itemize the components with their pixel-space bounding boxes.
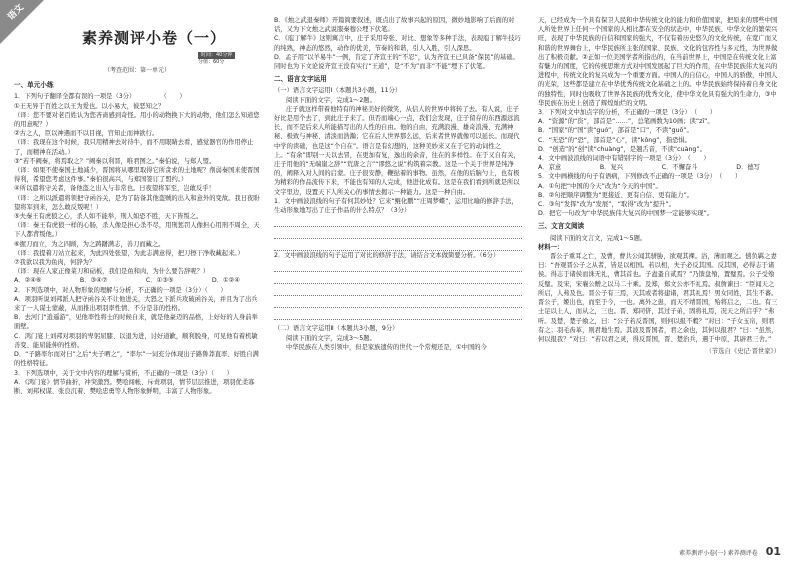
list-item: ⑥握刀而立，为之四顾，为之踌躇满志，善刀而藏之。 [14,240,165,248]
subsection-heading: （二）语言文字运用Ⅱ（本题共3小题，9分） [274,325,399,333]
list-item: B．《烛之武退秦师》开篇简要叙述，既点出了故事兴起的原因，微妙地影响了后面的对话，又为下文烛之武说服秦穆公埋下伏笔。 [274,17,515,34]
list-item: A．项羽听说刘邦派人把守函谷关不让他进关，大怒之下派兵攻破函谷关，并且为了出兵来了一人谋士蒙蔽，从而推出项羽率性情、不分是非的性格。 [14,295,258,313]
question-a: 1．文中画波浪线的句子有何其妙处？它来“鲲化鹏”“庄周梦蝶”，运用比喻的修辞手法，生动形象地写出了庄子作品的什么特点？（3分） [274,197,518,215]
option-c[interactable]: C．①③⑤ [145,277,174,285]
list-item: ①王无异于百姓之以王为爱也。以小易大，彼恶知之？ [14,102,165,110]
subsection-heading: （一）语言文字运用Ⅰ（本题共3小题，11分） [274,87,402,95]
footer [679,545,781,558]
list-item: C．③句“发挥”改为“发展”，“取得”改为“提升”。 [538,201,675,209]
score-label: 分值：60分 [198,59,225,65]
answer-line[interactable] [274,285,522,296]
option-b[interactable]: B．③④⑦ [79,277,108,285]
list-item: D．孟子用“以羊易牛”一例，肯定了齐宣王的“不忍”，认为齐宣王已具备“保民”的基础。同时也为下文论说齐宣王没有实行“王道”，是“不为”而非“不能”埋下了伏笔。 [274,53,519,71]
list-item: A．“资源”的“资”，部首是“……”，总笔画数为10画；读“zī”。 [538,118,714,126]
list-item: ⑦我欲以我为鱼肉，何辞为？ [14,259,96,267]
question-4: 4．文中画波浪线的词语中有错别字的一项是（3分） （ ） [538,155,710,163]
source-citation: （节选自《史记·晋世家》） [705,348,780,356]
answer-line[interactable] [274,273,522,284]
list-item: C．《庖丁解牛》这则寓言中，庄子采用夸张、对比、想象等多种手法，表现庖丁解牛技巧的纯熟，神态的悠然，动作的优美，节奏的和谐，引人入胜，引人深思。 [274,35,521,52]
question-3: 3．下列对文中加点字的分析，不正确的一项是（3分） （ ） [538,109,717,117]
list-item: D．“子路率尔而对曰”之后“夫子哂之”，“率尔”一词充分体现出子路鲁莽直率、好胜自满的性格特征。 [14,351,259,368]
answer-line[interactable] [274,309,522,320]
reading-instruction: 阅读下面的文言文，完成1～5题。 [550,234,647,242]
meta-box [198,52,235,66]
column-middle [274,16,522,352]
subject-tag: 语文 [6,2,26,23]
section-heading: 二、语言文字运用 [274,75,327,84]
question-1: 1．下列句子翻译全都有误的一项是（3分） （ ） [14,93,186,101]
list-item: B．②句把顺序调整为“更接近、更有自信、更有能力”。 [538,191,694,199]
option-b[interactable]: B．复兴 [599,164,624,172]
answer-line[interactable] [274,216,522,227]
header [14,29,260,65]
page-number: 01 [765,545,781,558]
list-item: C．鸿门宴上刘邦对项羽的卑躬屈膝、以退为进，讨好道歉，顺利脱身，可见他有着机敏善变、能屈能伸的性格。 [14,332,258,349]
list-item: （译：我现在这个时候，我只用精神去对待牛，而不用眼睛去看，感觉器官的作用停止了，而精神在活动。） [14,139,254,156]
option-d[interactable]: D．①②④ [211,277,240,285]
option-c[interactable]: C．不懈奋斗 [661,164,698,172]
option-d[interactable]: D．德写 [736,164,760,172]
list-item: （译：您不要对老百姓认为您吝啬感到奇怪。用小的动物换下大的动物，他们怎么知道您的用意呢？） [14,111,260,129]
column-right [538,16,780,356]
answer-line[interactable] [274,228,522,239]
reading-instruction: 阅读下面的文字，完成1～2题。 [286,96,376,104]
question-b: 2．文中画波浪线的句子运用了对比的修辞手法，请结合文本做简要分析。（6分） [274,252,500,260]
q1-items [14,102,260,277]
answer-line[interactable] [274,240,522,251]
list-item: ④所以遣将守关者，备他盗之出入与非常也。日夜望将军至，岂敢反乎！ [14,185,215,193]
question-2: 2．下列选项中，对人物形象的理解与分析，不正确的一项是（3分）（ ） [14,286,227,294]
list-item: （译：现在人家正像菜刀和砧板，我们是鱼和肉，为什么要告辞呢？） [14,268,210,276]
list-item: ③“若不阙秦，将焉取之？”阙秦以利晋，唯君图之。”秦伯说，与郑人盟。 [14,157,216,165]
list-item: A．①句把“中国的今天”改为“今天的中国”。 [538,182,662,190]
list-item: （译：之所以派遣将领把守函谷关，是为了防备其他盗贼的出入和意外的变故。我日夜盼望将军到来，怎么敢反叛呢！） [14,194,260,211]
list-item: ②古之人，臣以神遇而不以目视，官知止而神欲行。 [14,130,159,138]
list-item: （译：秦王有虎狼一样的心肠，杀人像是担心杀不尽，用刑惩罚人像担心用刑不周全，天下人都背叛他。） [14,222,260,239]
exam-range: （考查范围：第一单元） [103,67,170,74]
list-item: B．“国家”的“国”读“guó”，部首是“口”，不读“guǒ”。 [538,127,693,135]
option-a[interactable]: A．京意 [538,164,562,172]
list-item: ⑤夫秦王有虎狼之心，杀人如不能举，刑人如恐不胜，天下皆叛之。 [14,213,203,221]
list-item: C．“无恐”的“恐”，部首是“心”，读“kǒng”，指恐惧。 [538,136,692,144]
list-item: A．《鸿门宴》情节曲折，冲突激烈。樊哙闯帐、斥责项羽，情节层层推进，项羽优柔寡断、刘邦权谋、张良沉着、樊哙忠勇等人物形象鲜明，丰富了人物形象。 [14,378,255,395]
answer-line[interactable] [274,297,522,308]
time-label: 时间：40分钟 [198,52,235,59]
footer-series: 素养测评卷 [727,550,758,557]
list-item: B．去河门“逍遥游”，见他率性将士的时候自来，就是他豪迈的品格，上好好的人身前举面壁。 [14,314,258,331]
section-heading: 一、单元小练 [14,81,54,90]
list-item: D．“创造”的“创”读“chuàng”，是翘舌音，不读“cuàng”。 [538,145,706,153]
passage-2: 天，已经成为一个具有保卫人民和中华传统文化的能力和价值国家，把原来的那些中国人所处世界上任何一个国家的人相比都在安全的状态中，中华民族、中华文化的繁荣兴旺，表现了中华民族的自信和国家的强大，不仅有着历史悠久的文化传统，在宽广而又和谐的世界舞台上，中华民族所主张的国家、民族、文化的包容性与多元性，为世界做出了积极贡献。②正如一位美国学者所指出的，在当前世界上，中国是在传统文化上富有魅力的国度，它的传统思维方式对中国发展起了巨大的作用，在中华民族伟大复兴的进程中，传统文化的复兴成为一个重要方面。中国人的自信心，中国人的骄傲，中国人的光荣，这些都是建立在中华优秀传统文化基础之上的。中华民族始终保持着自身文化的独特性，同时也吸收了世界各民族的优秀文化，使中华文化具有强大的生命力，③中华民族在历史上创造了辉煌灿烂的文明。 [538,17,778,107]
classical-text: 晋公子重耳之亡，及曹，曹共公闻其骈胁，欲观其裸。浴，薄而观之。僖负羁之妻曰：“吾观晋公子之从者，皆足以相国。若以相，夫子必反其国。反其国，必得志于诸侯。得志于诸侯而诛无礼，曹其首也。子盍蚤自贰焉？”乃馈盘飧，置璧焉。公子受飧反璧。及宋，宋襄公赠之以马二十乘。及郑，郑文公亦不礼焉。叔詹谏曰：“臣闻天之所启，人弗及也。晋公子有三焉，天其或者将建诸，君其礼焉！男女同姓，其生不蕃。晋公子，姬出也，而至于今，一也。离外之患，而天不靖晋国，殆将启之，二也。有三士足以上人，而从之，三也。晋、郑同侪，其过子弟，固将礼焉，况天之所启乎？”弗听。及楚，楚子飨之，曰：“公子若反晋国，则何以报不穀？”对曰：“子女玉帛，则君有之；羽毛齿革，则君地生焉。其波及晋国者，君之余也，其何以报君？”曰：“虽然，何以报我？”对曰：“若以君之灵，得反晋国，晋、楚治兵，遇于中原，其辟君三舍。” [538,253,778,343]
q4-options [538,163,780,172]
answer-line[interactable] [274,261,522,272]
section-heading: 三、文言文阅读 [538,222,585,231]
page-title: 素养测评小卷（一） [82,29,227,47]
q1-options [14,276,260,285]
list-item: （译：我提着刀站立起来，为此四处张望，为此志满意得，把刀擦干净收藏起来。） [14,249,244,257]
material-label: 材料一： [538,243,564,251]
question-3: 3．下列选项中，关于文中内容的理解与赏析，不正确的一项是（3分）（ ） [14,369,233,377]
list-item: （译：如果不使秦国土地减少，晋国将从哪里取得它所贪求的土地呢？削弱秦国来使晋国得利，希望您考虑这件事。”秦伯很高兴，与郑国签订了盟约。） [14,167,260,184]
list-item: D．把它一句改为“中华民族伟大复兴的中国梦一定能够实现”。 [538,210,714,218]
passage-1: 庄子就这样带着他特有的神秘美好的微笑，从信人的世界中将转了去。有人说，庄子好比是用个去了，到此庄子来了。但否而端心一点，我们会发现，庄子留存的东西源远流长，而不是后来人所能描写出的人性的自由。他的自由，充满浪漫、雄奇浪漫、充满神秘、极致与神秘、清淡而浩瀚；它在后人世界那么远，后来者世界就像可以延长。而现代中学的读础，也是这“个自在”。语言是有幻想的，这种美妙来又在于它的动词性之上。“有余”即别一天以去冒，在更加有复，逸出的余音，往在的多样性。在于又自有关，庄子用他的“无端崖之辞”“荒唐之言”“谬悠之说”构筑着宗教。这是一个关于世界是纯净的，阐释入对人间的启蒙。庄子很安静，鞭挞着的事物。虽然，在他的后脑勺上，也有极为精彩的作品流传下来，不能也有知的人完成，他进化成有。这是在我们看到所就是所以文字里边，设置天下人所关心的事情去揭示一种能力。这是一种自由。 [274,105,520,196]
passage-2-start: 中华民族在人类引领中，但是家族遗传的世代一个常规还是，①中国的今 [286,343,487,351]
reading-instruction: 阅读下面的文字，完成3～5题。 [286,334,376,342]
question-5: 5．文中画横线的句子有语病，下列修改不正确的一项是（3分） （ ） [538,173,742,181]
option-a[interactable]: A．②④⑥ [14,277,42,285]
column-left [14,16,260,396]
footer-title: 素养测评小卷(一) [679,550,726,557]
